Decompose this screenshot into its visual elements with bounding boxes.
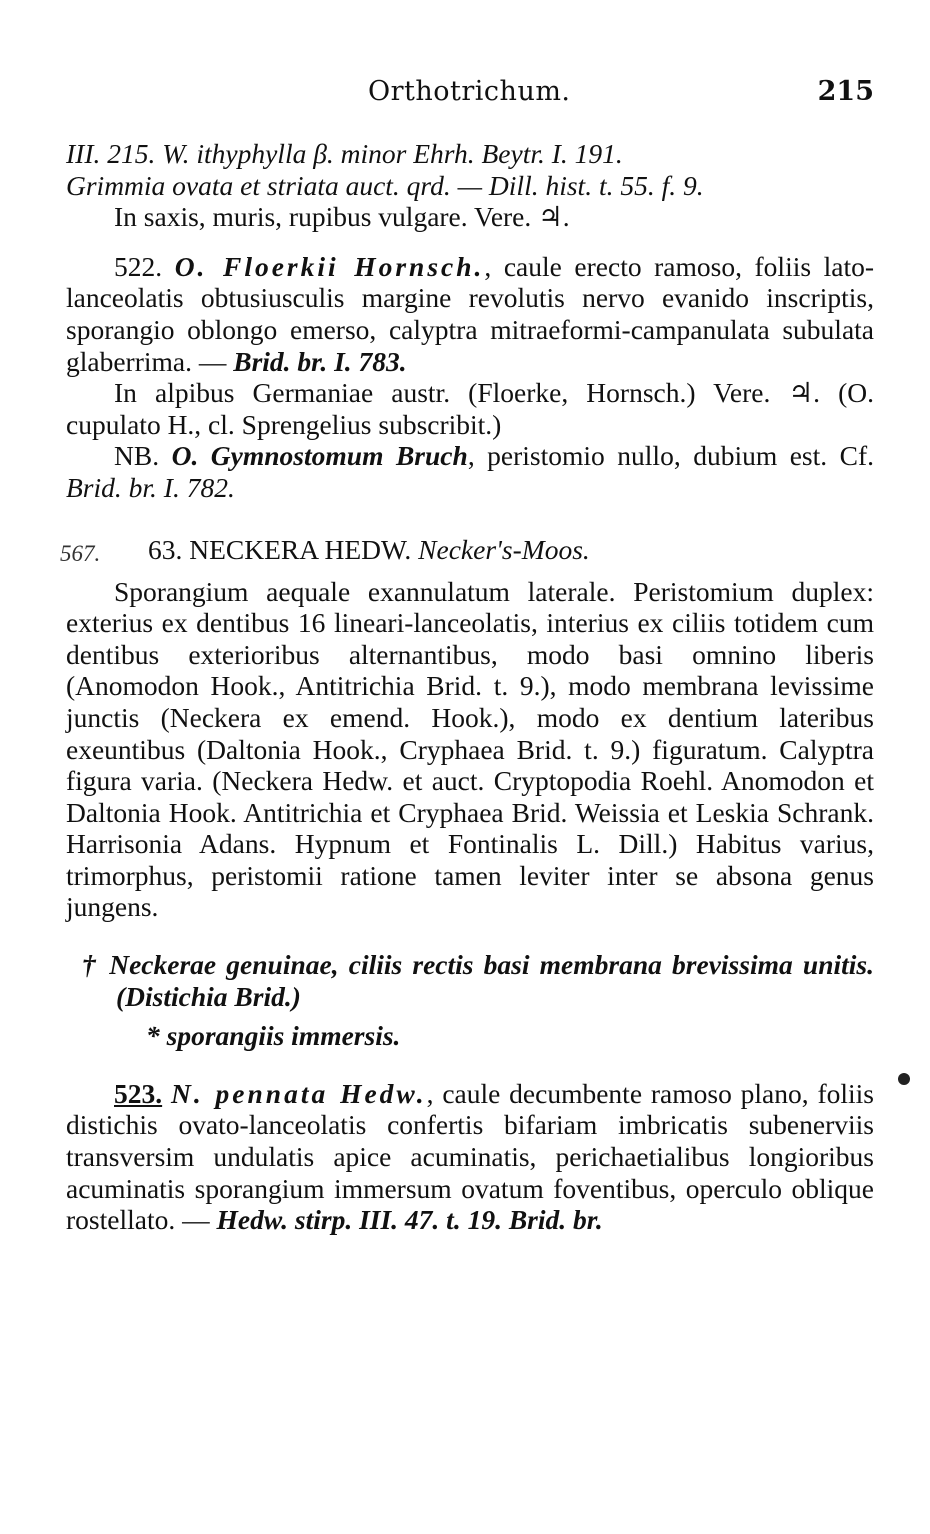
entry-522-note-text: , peristomio nullo, dubium est. Cf. bbox=[467, 440, 875, 472]
previous-entry-line-1: III. 215. W. ithyphylla β. minor Ehrh. Beytr. I. 191. bbox=[66, 138, 623, 169]
entry-522-number: 522. bbox=[114, 250, 175, 282]
entry-523-reference: Hedw. stirp. III. 47. t. 19. Brid. br. bbox=[216, 1204, 603, 1236]
entry-522-note-name: O. Gymnostomum Bruch bbox=[171, 440, 468, 472]
entry-523-name: N. pennata Hedw. bbox=[170, 1077, 427, 1109]
section-heading bbox=[66, 949, 874, 1012]
entry-522-note-reference: Brid. br. I. 782. bbox=[66, 471, 235, 503]
genus-heading bbox=[148, 534, 590, 566]
section-marker: † bbox=[82, 949, 100, 981]
entry-522-note-label: NB. bbox=[114, 440, 172, 472]
section-text: Neckerae genuinae, ciliis rectis basi membrana brevissima unitis. bbox=[109, 949, 874, 981]
entry-522-name: O. Floerkii Hornsch. bbox=[174, 250, 485, 282]
section-reference: (Distichia Brid.) bbox=[116, 980, 301, 1012]
genus-vernacular-name: Necker's-Moos. bbox=[418, 533, 590, 565]
subsection-heading bbox=[66, 1020, 874, 1052]
entry-523 bbox=[66, 1078, 874, 1236]
subsection-text: sporangiis immersis. bbox=[166, 1020, 401, 1052]
page-body bbox=[60, 138, 875, 1236]
entry-522-reference: Brid. br. I. 783. bbox=[233, 345, 407, 377]
previous-entry-habitat: In saxis, muris, rupibus vulgare. Vere. ♃. bbox=[114, 201, 570, 233]
genus-heading-line bbox=[60, 533, 874, 568]
handwritten-margin-note: 567. bbox=[60, 540, 101, 566]
entry-522-description: , caule erecto ramoso, foliis lato-lanceolatis obtusiusculis margine revolutis nervo evanido inscriptis, sporangio oblongo emerso, calyptra mitraeformi-campanulata subulata glaberrima. — bbox=[66, 250, 874, 377]
entry-522-note bbox=[66, 440, 874, 503]
entry-522-habitat: In alpibus Germaniae austr. (Floerke, Hornsch.) Vere. ♃. (O. cupulato H., cl. Sprengelius subscribit.) bbox=[66, 377, 874, 440]
subsection-marker: * bbox=[146, 1020, 160, 1052]
entry-523-description: , caule decumbente ramoso plano, foliis distichis ovato-lanceolatis confertis bifariam imbricatis subenerviis transversim undulatis apice acuminatis, perichaetialibus longioribus acuminatis sporangium immersum ovatum foventibus, operculo oblique rostellato. — bbox=[66, 1077, 874, 1236]
running-title: Orthotrichum. bbox=[368, 76, 571, 107]
entry-523-number: 523. bbox=[114, 1077, 163, 1109]
ink-spot bbox=[898, 1073, 910, 1085]
page-number: 215 bbox=[817, 76, 874, 107]
genus-name: NECKERA HEDW. bbox=[189, 533, 412, 565]
entry-522 bbox=[66, 251, 874, 377]
genus-number: 63. bbox=[148, 533, 183, 565]
genus-description: Sporangium aequale exannulatum laterale. Peristomium duplex: exterius ex dentibus 16 lineari-lanceolatis, interius ex ciliis totidem cum dentibus exterioribus alternantibus, modo basi omnino liberis (Anomodon Hook., Antitrichia Brid. t. 9.), modo membrana levissime junctis (Neckera ex emend. Hook.), modo ex dentium lateribus exeuntibus (Daltonia Hook., Cryphaea Brid. t. 9.) figuratum. Calyptra figura varia. (Neckera Hedw. et auct. Cryptopodia Roehl. Anomodon et Daltonia Hook. Antitrichia et Cryphaea Brid. Weissia et Leskia Schrank. Harrisonia Adans. Hypnum et Fontinalis L. Dill.) Habitus varius, trimorphus, peristomii ratione tamen leviter inter se absona genus jungens. bbox=[66, 575, 874, 923]
previous-entry-line-2: Grimmia ovata et striata auct. qrd. — Dill. hist. t. 55. f. 9. bbox=[66, 169, 704, 201]
